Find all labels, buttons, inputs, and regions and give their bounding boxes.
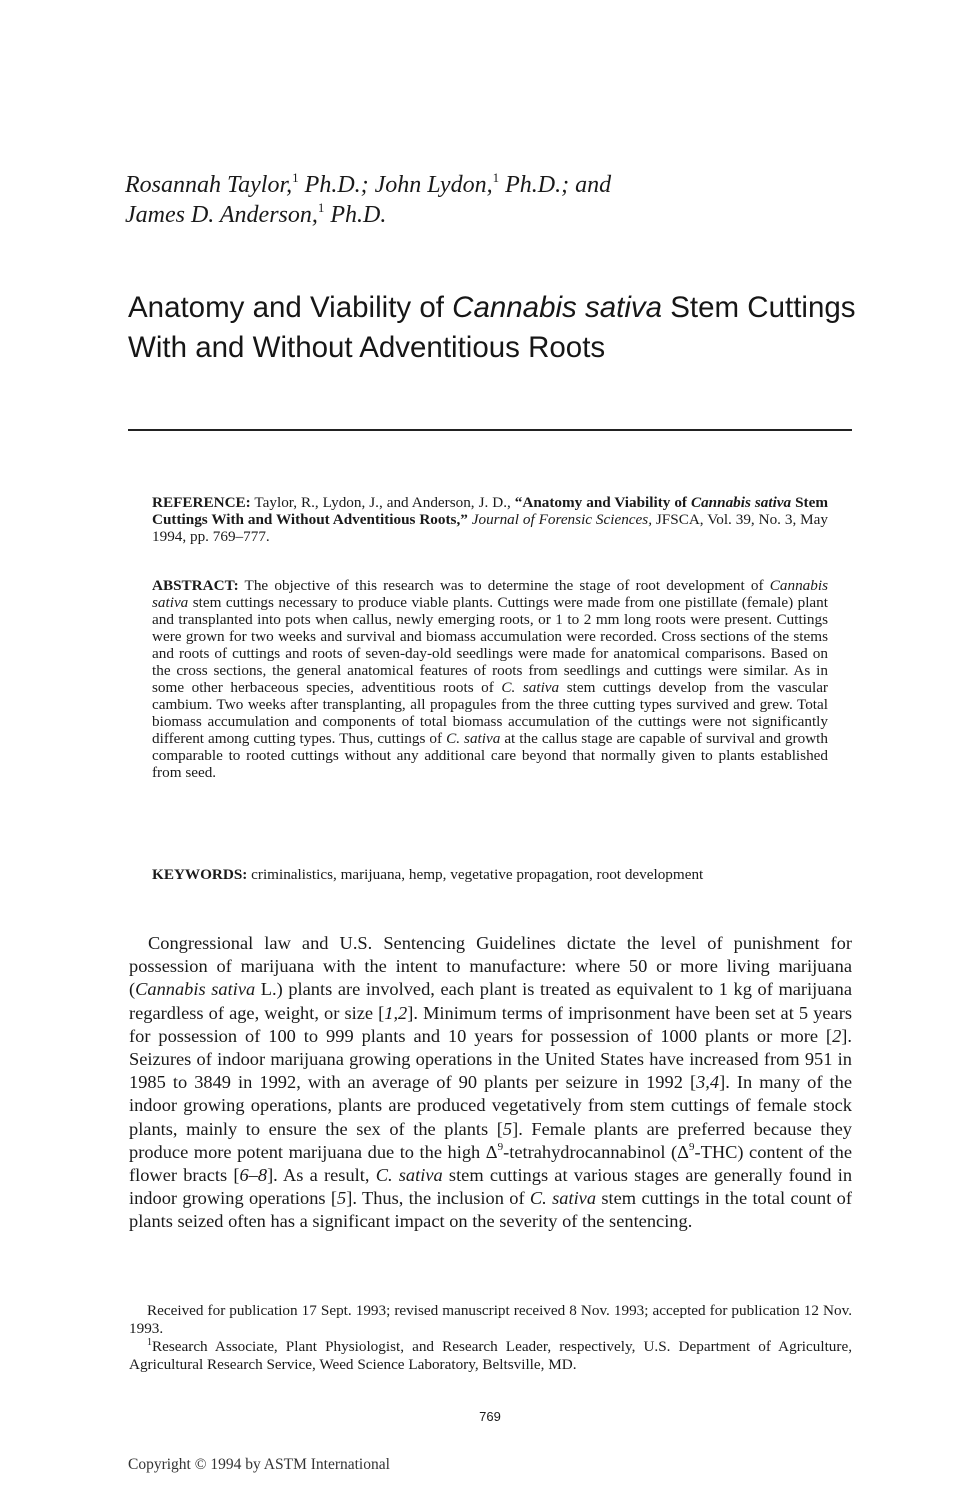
footnote-affiliation — [129, 1338, 852, 1373]
reference-title-species: Cannabis sativa — [690, 494, 792, 511]
abstract-species: C. sativa — [501, 679, 560, 696]
keywords-text: criminalistics, marijuana, hemp, vegetative propagation, root development — [247, 866, 704, 883]
abstract-block — [152, 577, 828, 781]
superscript: 9 — [497, 1140, 504, 1153]
citation-ref: 3,4 — [696, 1072, 720, 1093]
copyright-notice: Copyright © 1994 by ASTM International — [128, 1456, 390, 1473]
footnote-affiliation-text: Research Associate, Plant Physiologist, and Research Leader, respectively, U.S. Department of Agriculture, Agricultural Research Service, Weed Science Laboratory, Beltsville, MD. — [129, 1338, 852, 1373]
author-name: John Lydon, — [374, 172, 493, 198]
page-number: 769 — [479, 1409, 501, 1424]
abstract-label: ABSTRACT: — [152, 577, 239, 594]
abstract-text: stem cuttings develop from the vascular cambium. Two weeks after transplanting, all propagules from the three cutting types survived and grew. Total biomass accumulation and components of total biomass accumulation of the cuttings were not significantly different among cutting types. Thus, cuttings of — [152, 679, 828, 747]
keywords-label: KEYWORDS: — [152, 866, 248, 883]
affiliation-marker: 1 — [317, 200, 325, 215]
body-text: Congressional law and U.S. Sentencing Guidelines dictate the level of punishment for possession of marijuana with the intent to manufacture: where 50 or more living marijuana ( — [129, 933, 852, 1000]
affiliation-marker: 1 — [292, 170, 299, 185]
body-text: L.) plants are involved, each plant is treated as equivalent to 1 kg of marijuana regardless of age, weight, or size [ — [129, 979, 852, 1023]
title-rule — [128, 429, 852, 431]
citation-ref: 6–8 — [239, 1165, 268, 1186]
reference-title: Stem Cuttings With and Without Adventitious Roots,” — [152, 494, 828, 528]
body-text: ]. Thus, the inclusion of — [346, 1188, 530, 1209]
reference-block — [152, 494, 828, 545]
reference-journal: Journal of Forensic Sciences, — [467, 511, 652, 528]
body-paragraph — [129, 932, 852, 1234]
body-text: stem cuttings at various stages are generally found in indoor growing operations [ — [129, 1165, 853, 1209]
body-text: ]. As a result, — [267, 1165, 376, 1186]
author-degree: Ph.D. — [324, 202, 387, 228]
title-text: Anatomy and Viability of — [128, 291, 453, 324]
superscript: 9 — [688, 1140, 695, 1153]
body-text: stem cuttings in the total count of plants seized often has a significant impact on the severity of the sentencing. — [129, 1188, 852, 1232]
footnote-received: Received for publication 17 Sept. 1993; revised manuscript received 8 Nov. 1993; accepted for publication 12 Nov. 1993. — [129, 1302, 852, 1337]
body-text: ]. Minimum terms of imprisonment have been set at 5 years for possession of 100 to 999 plants and 10 years for possession of 1000 plants or more [ — [129, 1002, 852, 1046]
affiliation-marker: 1 — [147, 1337, 152, 1348]
paper-title — [128, 288, 888, 368]
author-degree: Ph.D.; — [298, 172, 375, 198]
citation-ref: 5 — [502, 1118, 513, 1139]
body-text: -tetrahydrocannabinol (Δ — [503, 1141, 689, 1162]
citation-ref: 1,2 — [384, 1002, 408, 1023]
body-text: -THC) content of the flower bracts [ — [129, 1141, 852, 1186]
affiliation-marker: 1 — [492, 170, 500, 185]
author-name: James D. Anderson, — [125, 202, 318, 228]
title-species: Cannabis sativa — [452, 291, 663, 324]
body-species: C. sativa — [529, 1188, 597, 1209]
reference-details: JFSCA, Vol. 39, No. 3, May 1994, pp. 769–777. — [152, 511, 828, 545]
keywords-block — [152, 866, 828, 883]
abstract-text: The objective of this research was to determine the stage of root development of — [238, 577, 770, 594]
body-text: ]. Female plants are preferred because they produce more potent marijuana due to the high Δ — [129, 1118, 852, 1162]
body-text: ]. In many of the indoor growing operations, plants are produced vegetatively from stem cuttings of female stock plants, mainly to ensure the sex of the plants [ — [129, 1072, 853, 1139]
body-species: Cannabis sativa — [135, 979, 256, 1000]
footnotes — [129, 1302, 852, 1373]
abstract-species: C. sativa — [446, 730, 501, 747]
citation-ref: 5 — [337, 1188, 347, 1209]
abstract-species: Cannabis sativa — [152, 577, 828, 611]
author-list — [125, 170, 885, 230]
reference-label: REFERENCE: — [152, 494, 251, 511]
body-text: ]. Seizures of indoor marijuana growing operations in the United States have increased from 951 in 1985 to 3849 in 1992, with an average of 90 plants per seizure in 1992 [ — [129, 1025, 852, 1093]
reference-authors: Taylor, R., Lydon, J., and Anderson, J. D., — [250, 494, 515, 511]
author-degree: Ph.D.; and — [499, 172, 612, 198]
body-species: C. sativa — [375, 1165, 443, 1186]
abstract-text: stem cuttings necessary to produce viable plants. Cuttings were made from one pistillate (female) plant and transplanted into pots when callus, newly emerging roots, or 1 to 2 mm long roots were present. Cuttings were grown for two weeks and survival and biomass accumulation were recorded. Cross sections of the stems and roots of cuttings and roots of seven-day-old seedlings were made for anatomical comparisons. Based on the cross sections, the general anatomical features of roots from seedlings and cuttings were similar. As in some other herbaceous species, adventitious roots of — [152, 594, 828, 696]
reference-title: “Anatomy and Viability of — [514, 494, 691, 511]
citation-ref: 2 — [832, 1025, 842, 1046]
abstract-text: at the callus stage are capable of survival and growth comparable to rooted cuttings without any additional care beyond that normally given to plants established from seed. — [152, 730, 828, 781]
title-text: Stem Cuttings With and Without Adventitious Roots — [128, 291, 856, 364]
author-name: Rosannah Taylor, — [125, 172, 293, 198]
